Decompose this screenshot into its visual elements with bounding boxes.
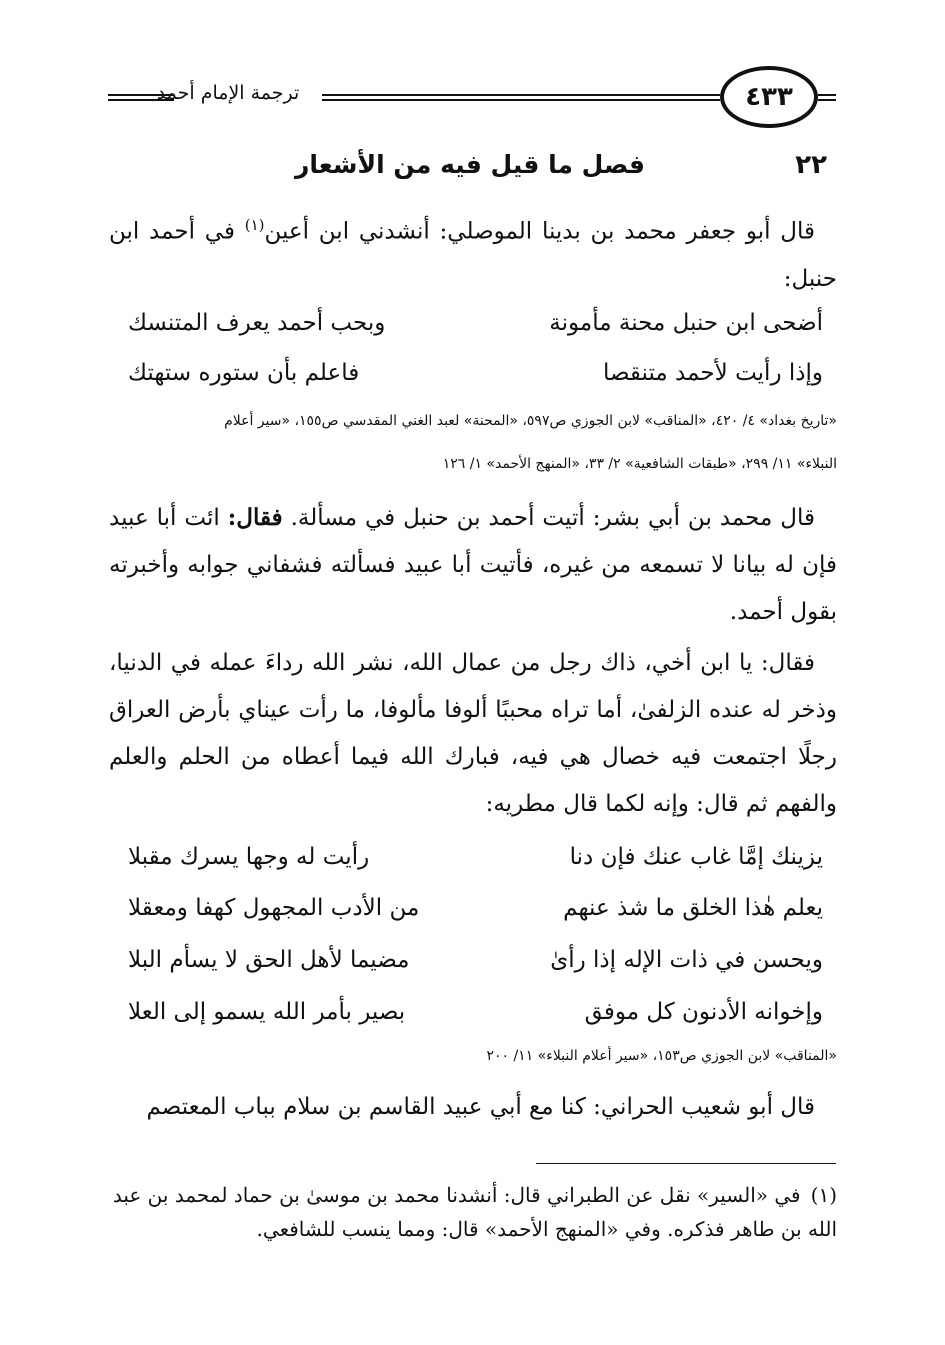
hemistich-second: من الأدب المجهول كهفا ومعقلا: [128, 895, 420, 921]
hemistich-second: رأيت له وجها يسرك مقبلا: [128, 844, 370, 870]
paragraph-1-text-after: في أحمد ابن حنبل:: [109, 218, 837, 292]
hemistich-first: أضحى ابن حنبل محنة مأمونة: [549, 310, 823, 336]
hemistich-first: يزينك إمَّا غاب عنك فإن دنا: [569, 844, 823, 870]
footnote-text: في «السير» نقل عن الطبراني قال: أنشدنا محمد بن موسىٰ بن حماد لمحمد بن عبد الله بن طاهر فذكره. وفي «المنهج الأحمد» قال: ومما ينسب للشافعي.: [112, 1183, 837, 1241]
hemistich-second: وبحب أحمد يعرف المتنسك: [128, 310, 386, 336]
paragraph-1-text: قال أبو جعفر محمد بن بدينا الموصلي: أنشدني ابن أعين: [264, 218, 815, 245]
page-number: ٤٣٣: [745, 82, 793, 112]
paragraph-2-bold: فقال:: [227, 504, 283, 531]
page-number-badge: [720, 66, 818, 128]
header-rule-right: [818, 94, 836, 101]
section-title: فصل ما قيل فيه من الأشعار: [295, 150, 645, 179]
source-line: «تاريخ بغداد» ٤/ ٤٢٠، «المناقب» لابن الجوزي ص٥٩٧، «المحنة» لعبد الغني المقدسي ص١٥٥، «سير أعلام: [224, 413, 837, 429]
running-title: ترجمة الإمام أحمد: [156, 82, 300, 104]
paragraph-3-text: فقال: يا ابن أخي، ذاك رجل من عمال الله، نشر الله رداءَ عمله في الدنيا، وذخر له عنده الزلفىٰ، أما تراه محببًا ألوفا مألوفا، ما رأت عيناي بأرض العراق رجلًا اجتمعت فيه خصال هي فيه، فبارك الله فيما أعطاه من الحلم والعلم والفهم ثم قال: وإنه لكما قال مطريه:: [109, 650, 837, 817]
source-citation-2: [109, 1035, 837, 1078]
poem2-verse-2: [128, 885, 823, 932]
footnote-separator: [536, 1163, 836, 1164]
poem2-verse-1: [128, 834, 823, 881]
hemistich-first: وإذا رأيت لأحمد متنقصا: [602, 360, 823, 386]
poem1-verse-1: [128, 300, 823, 347]
source-citation-1: [109, 400, 837, 486]
footnote-number: (١): [810, 1183, 837, 1207]
hemistich-first: يعلم هٰذا الخلق ما شذ عنهم: [563, 895, 823, 921]
poem2-verse-3: [128, 937, 823, 984]
paragraph-4: [109, 1084, 837, 1131]
footnote-ref: (١): [244, 216, 265, 234]
poem2-verse-4: [128, 989, 823, 1036]
poem1-verse-2: [128, 350, 823, 397]
paragraph-3: [109, 640, 837, 828]
source-line: النبلاء» ١١/ ٢٩٩، «طبقات الشافعية» ٢/ ٣٣، «المنهج الأحمد» ١/ ١٢٦: [442, 456, 837, 472]
source-line: «المناقب» لابن الجوزي ص١٥٣، «سير أعلام النبلاء» ١١/ ٢٠٠: [486, 1048, 837, 1064]
hemistich-first: ويحسن في ذات الإله إذا رأىٰ: [550, 947, 823, 973]
paragraph-2: [109, 494, 837, 636]
paragraph-2-text-after: ائت أبا عبيد فإن له بيانا لا تسمعه من غيره، فأتيت أبا عبيد فسألته فشفاني جوابه وأخبرته بقول أحمد.: [109, 505, 837, 625]
paragraph-2-text: قال محمد بن أبي بشر: أتيت أحمد بن حنبل في مسألة.: [290, 505, 816, 531]
header-rule-middle: [322, 94, 720, 101]
hemistich-second: بصير بأمر الله يسمو إلى العلا: [128, 999, 406, 1025]
hemistich-second: مضيما لأهل الحق لا يسأم البلا: [128, 947, 410, 973]
section-number: ٢٢: [795, 150, 827, 180]
header-rule-left: [108, 94, 174, 101]
footnote: [109, 1178, 837, 1246]
hemistich-second: فاعلم بأن ستوره ستهتك: [128, 360, 360, 386]
paragraph-4-text: قال أبو شعيب الحراني: كنا مع أبي عبيد القاسم بن سلام بباب المعتصم: [146, 1094, 815, 1120]
paragraph-1: [109, 202, 837, 303]
hemistich-first: وإخوانه الأدنون كل موفق: [584, 999, 823, 1025]
